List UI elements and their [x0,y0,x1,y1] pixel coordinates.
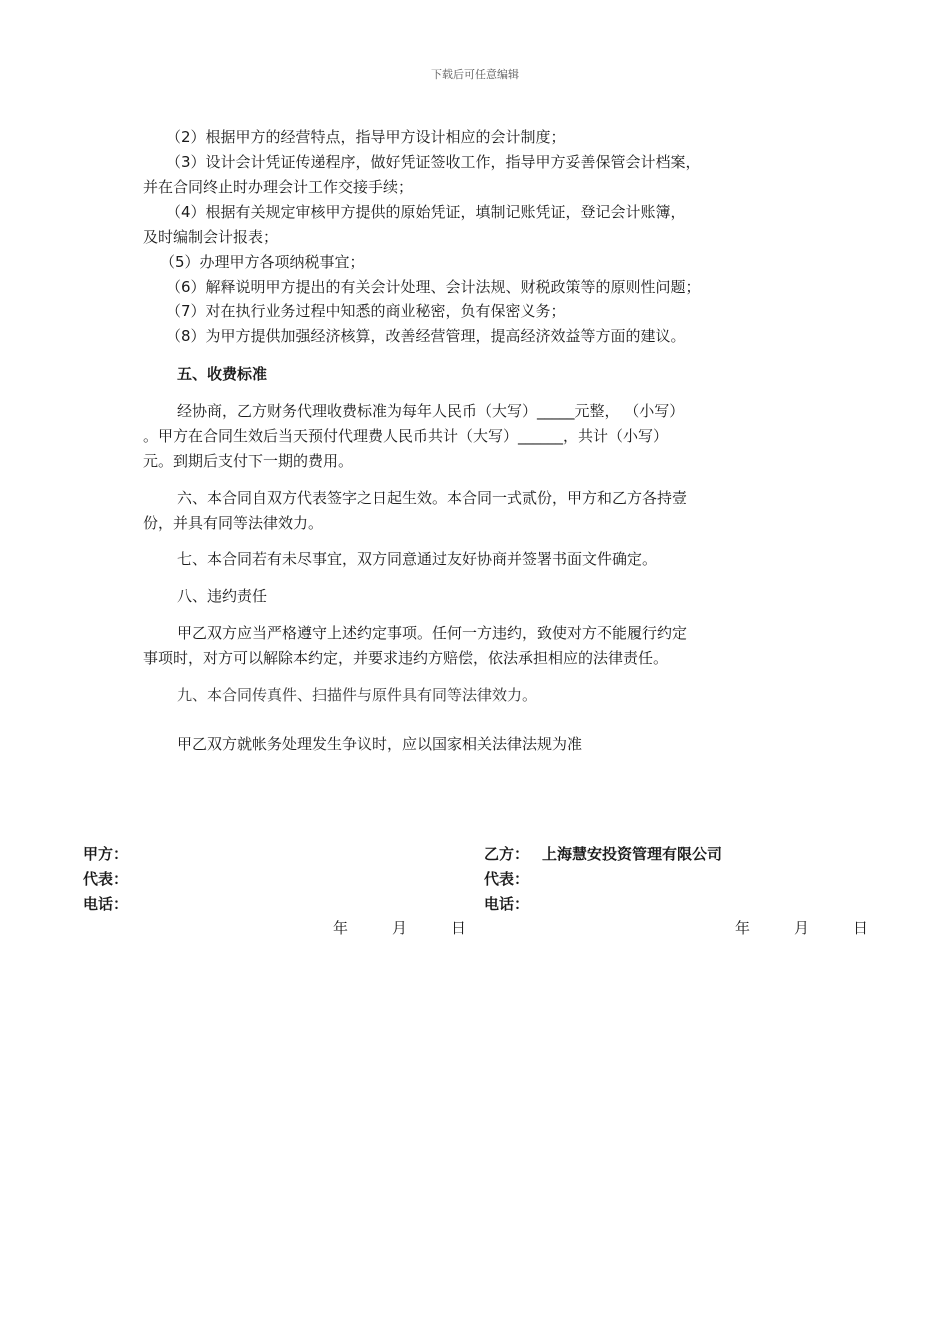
section-8-title: 八、违约责任 [177,587,268,605]
item-7: （7）对在执行业务过程中知悉的商业秘密，负有保密义务； [166,302,566,320]
party-a-date-year: 年 [333,919,349,937]
party-a-date-day: 日 [451,919,467,937]
party-b-name: 上海慧安投资管理有限公司 [542,845,723,863]
section-5-line3: 元。到期后支付下一期的费用。 [143,452,354,470]
section-5-line2: 。甲方在合同生效后当天预付代理费人民币共计（大写）______，共计（小写） [143,427,669,445]
item-5: （5）办理甲方各项纳税事宜； [160,253,365,271]
section-5-title: 五、收费标准 [177,365,268,383]
item-3-line2: 并在合同终止时办理会计工作交接手续； [143,178,414,196]
item-2: （2）根据甲方的经营特点，指导甲方设计相应的会计制度； [166,128,566,146]
item-4-line2: 及时编制会计报表； [143,228,279,246]
section-9: 九、本合同传真件、扫描件与原件具有同等法律效力。 [177,686,538,704]
item-8: （8）为甲方提供加强经济核算，改善经营管理，提高经济效益等方面的建议。 [166,327,686,345]
item-6: （6）解释说明甲方提出的有关会计处理、会计法规、财税政策等的原则性问题； [166,278,701,296]
section-5-line1: 经协商，乙方财务代理收费标准为每年人民币（大写）_____元整， （小写） [177,402,685,420]
item-3-line1: （3）设计会计凭证传递程序，做好凭证签收工作，指导甲方妥善保管会计档案， [166,153,701,171]
section-8-line2: 事项时，对方可以解除本约定，并要求违约方赔偿，依法承担相应的法律责任。 [143,649,669,667]
dispute-clause: 甲乙双方就帐务处理发生争议时，应以国家相关法律法规为准 [177,735,583,753]
party-b-label: 乙方： [484,845,530,863]
section-8-line1: 甲乙双方应当严格遵守上述约定事项。任何一方违约，致使对方不能履行约定 [177,624,688,642]
party-a-rep-label: 代表： [83,870,129,888]
party-b-rep-label: 代表： [484,870,530,888]
section-6-line2: 份，并具有同等法律效力。 [143,514,324,532]
party-a-phone-label: 电话： [83,895,129,913]
party-b-phone-label: 电话： [484,895,530,913]
page-header: 下载后可任意编辑 [431,68,519,81]
party-b-date-year: 年 [735,919,751,937]
party-b-date-day: 日 [853,919,869,937]
item-4-line1: （4）根据有关规定审核甲方提供的原始凭证，填制记账凭证，登记会计账簿， [166,203,686,221]
section-7: 七、本合同若有未尽事宜，双方同意通过友好协商并签署书面文件确定。 [177,550,658,568]
section-6-line1: 六、本合同自双方代表签字之日起生效。本合同一式贰份，甲方和乙方各持壹 [177,489,688,507]
party-a-date-month: 月 [392,919,408,937]
party-a-label: 甲方： [83,845,129,863]
party-b-date-month: 月 [794,919,810,937]
